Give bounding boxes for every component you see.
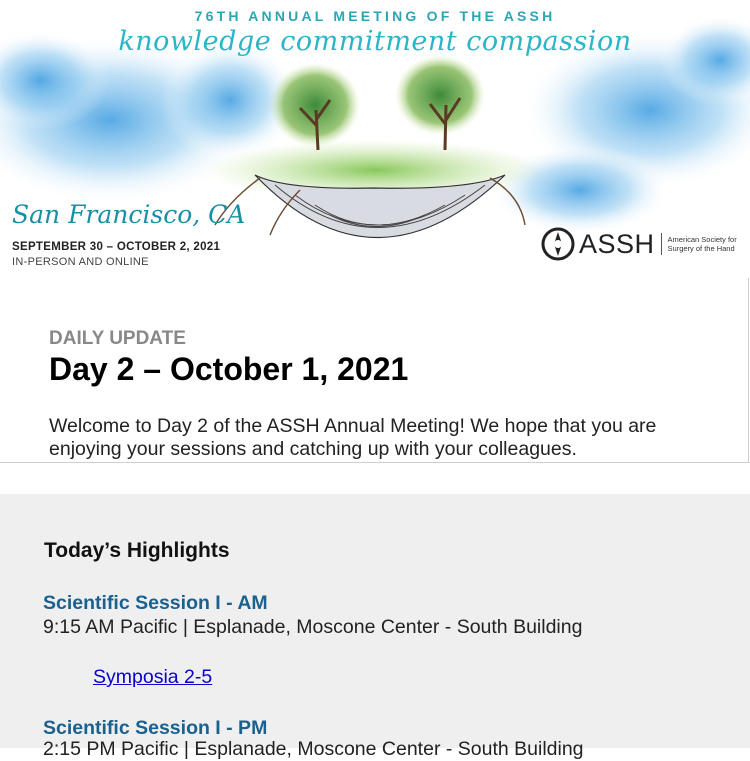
banner-tagline: knowledge commitment compassion bbox=[118, 26, 632, 57]
banner-city: San Francisco, CA bbox=[12, 200, 246, 229]
symposia-link[interactable]: Symposia 2-5 bbox=[93, 666, 213, 688]
banner-format: IN-PERSON AND ONLINE bbox=[12, 256, 149, 268]
banner-title: 76TH ANNUAL MEETING OF THE ASSH bbox=[194, 8, 556, 24]
session-title: Scientific Session I - AM bbox=[43, 592, 268, 614]
right-border bbox=[748, 278, 749, 463]
welcome-text: Welcome to Day 2 of the ASSH Annual Meeting! We hope that you are enjoying your sessions and catching up with your colleagues. bbox=[49, 415, 657, 460]
session-detail: 2:15 PM Pacific | Esplanade, Moscone Center - South Building bbox=[43, 738, 584, 760]
assh-logo-icon bbox=[540, 226, 576, 262]
highlights-heading: Today’s Highlights bbox=[44, 539, 230, 562]
banner-dates: SEPTEMBER 30 – OCTOBER 2, 2021 bbox=[12, 241, 221, 253]
logo-divider bbox=[661, 233, 662, 255]
section-divider bbox=[0, 462, 750, 463]
session-title: Scientific Session I - PM bbox=[43, 717, 268, 739]
session-detail: 9:15 AM Pacific | Esplanade, Moscone Center - South Building bbox=[43, 616, 583, 638]
page-title: Day 2 – October 1, 2021 bbox=[49, 351, 409, 387]
logo-name: ASSH bbox=[579, 228, 655, 259]
daily-update-label: DAILY UPDATE bbox=[49, 328, 186, 349]
assh-logo bbox=[540, 226, 738, 262]
logo-description: American Society for Surgery of the Hand bbox=[667, 235, 737, 253]
event-banner bbox=[0, 0, 750, 278]
